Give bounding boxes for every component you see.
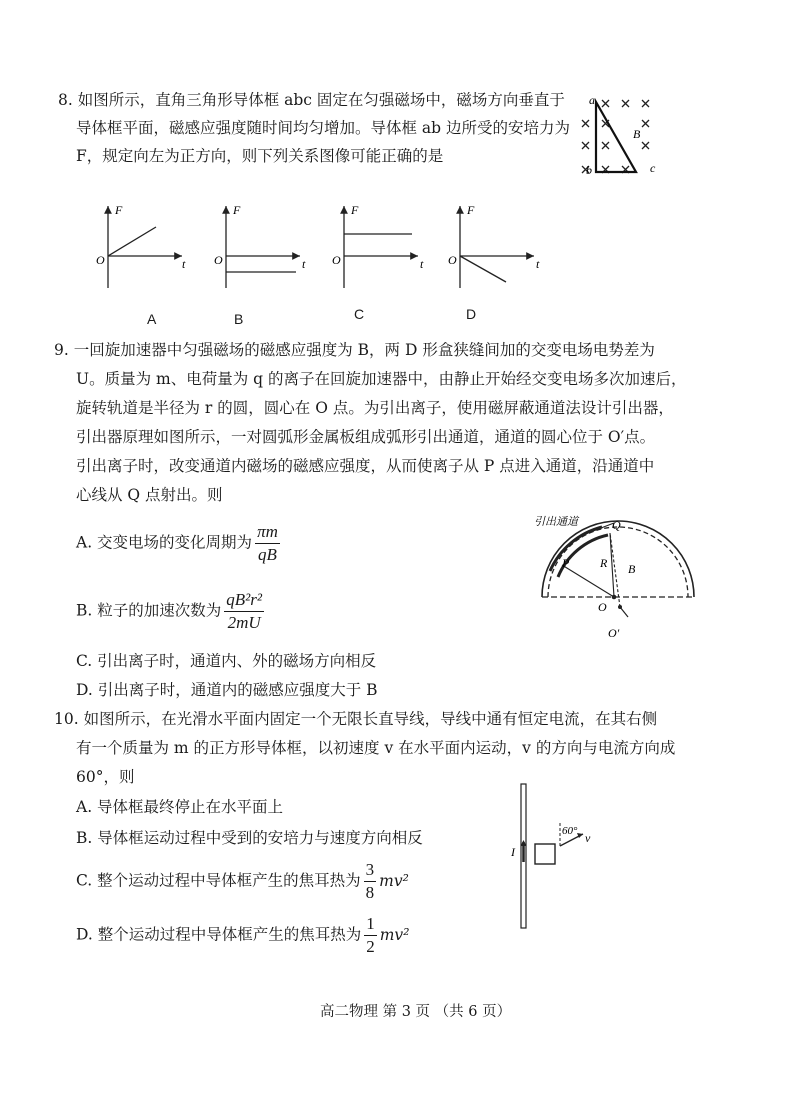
q10-option-D-text: D. 整个运动过程中导体框产生的焦耳热为 [76,925,362,944]
q10-option-B: B. 导体框运动过程中受到的安培力与速度方向相反 [76,829,423,847]
graph-D-origin: O [448,253,457,267]
q10-option-C-den: 8 [365,883,375,902]
q10-line-2: 有一个质量为 m 的正方形导体框，以初速度 v 在水平面内运动，v 的方向与电流方向成 [76,739,676,757]
label-b: b [586,163,592,177]
graph-A-origin: O [96,253,105,267]
q9-option-D: D. 引出离子时，通道内的磁感应强度大于 B [76,681,378,699]
graph-letter-D: D [466,306,477,322]
graph-letter-C: C [354,306,365,322]
graph-C [344,206,418,288]
q10-option-D-fraction [364,914,377,957]
q10-line-3: 60°，则 [76,768,135,786]
label-Q: Q [612,518,621,532]
label-B: B [628,562,636,576]
q9-line-2: U。质量为 m、电荷量为 q 的离子在回旋加速器中，由静止开始经交变电场多次加速后， [76,370,687,388]
label-O-prime: O′ [608,626,620,640]
label-v: v [585,831,591,845]
graph-B-x-label: t [302,257,306,271]
label-angle: 60° [562,825,578,837]
page-footer: 高二物理 第 3 页 （共 6 页） [320,1004,512,1020]
q9-line-6: 心线从 Q 点射出。则 [76,486,223,504]
q9-option-B-text: B. 粒子的加速次数为 [76,601,222,620]
q9-option-A-num: πm [255,522,280,544]
q10-wire-figure [505,782,615,932]
q10-option-D-den: 2 [366,937,375,956]
q9-option-B-num: qB²r² [224,590,264,612]
q8-line-2: 导体框平面，磁感应强度随时间均匀增加。导体框 ab 边所受的安培力为 [76,119,571,137]
graph-C-origin: O [332,253,341,267]
q9-option-C: C. 引出离子时，通道内、外的磁场方向相反 [76,652,377,670]
label-I: I [511,845,515,859]
graph-D [460,206,534,288]
graph-A-y-label: F [115,203,123,217]
label-a: a [589,93,595,107]
triangle-abc [596,102,636,172]
q9-line-5: 引出离子时，改变通道内磁场的磁感应强度，从而使离子从 P 点进入通道，沿通道中 [76,457,655,475]
q10-option-C-fraction [364,860,377,903]
label-P: P [562,556,570,570]
label-c: c [650,161,656,175]
graph-D-x-label: t [536,257,540,271]
q10-option-C-text: C. 整个运动过程中导体框产生的焦耳热为 [76,871,361,890]
graph-B-y-label: F [233,203,241,217]
graph-letter-B: B [234,311,244,327]
q10-option-C [76,860,409,903]
square-loop [535,844,555,864]
q10-option-D-suffix: mv² [379,925,410,944]
graph-B-origin: O [214,253,223,267]
graph-A-x-label: t [182,257,186,271]
q9-option-B [76,590,264,633]
q9-option-B-fraction [224,590,264,633]
graph-C-x-label: t [420,257,424,271]
q9-line-3: 旋转轨道是半径为 r 的圆，圆心在 O 点。为引出离子，使用磁屏蔽通道法设计引出器， [76,399,674,417]
q9-option-A-fraction [255,522,280,565]
q8-line-3: F，规定向左为正方向，则下列关系图像可能正确的是 [76,147,444,165]
graph-B [226,206,300,288]
q9-option-A-den: qB [258,545,277,564]
q8-line-1: 8. 如图所示，直角三角形导体框 abc 固定在匀强磁场中，磁场方向垂直于 [58,91,565,109]
q9-option-A [76,522,280,565]
q9-option-A-text: A. 交变电场的变化周期为 [76,533,253,552]
q10-option-C-suffix: mv² [379,871,409,890]
channel-label: 引出通道 [534,515,578,528]
q9-line-1: 9. 一回旋加速器中匀强磁场的磁感应强度为 B，两 D 形盒狭缝间加的交变电场电势差为 [54,341,655,359]
q10-line-1: 10. 如图所示，在光滑水平面内固定一个无限长直导线，导线中通有恒定电流，在其右侧 [54,710,658,728]
label-O: O [598,600,607,614]
q9-cyclotron-figure [528,515,708,655]
q10-option-D-num: 1 [364,914,377,936]
q9-line-4: 引出器原理如图所示，一对圆弧形金属板组成弧形引出通道，通道的圆心位于 O′点。 [76,428,656,446]
label-B: B [633,127,641,141]
graph-letter-A: A [147,311,157,327]
graph-C-y-label: F [351,203,359,217]
q10-option-D [76,914,409,957]
q10-option-A: A. 导体框最终停止在水平面上 [76,798,284,816]
label-R: R [600,556,608,570]
q8-graphs [90,200,560,310]
graph-D-y-label: F [467,203,475,217]
q8-triangle-figure [578,92,664,184]
graph-A [108,206,182,288]
q10-option-C-num: 3 [364,860,377,882]
q9-option-B-den: 2mU [227,613,261,632]
